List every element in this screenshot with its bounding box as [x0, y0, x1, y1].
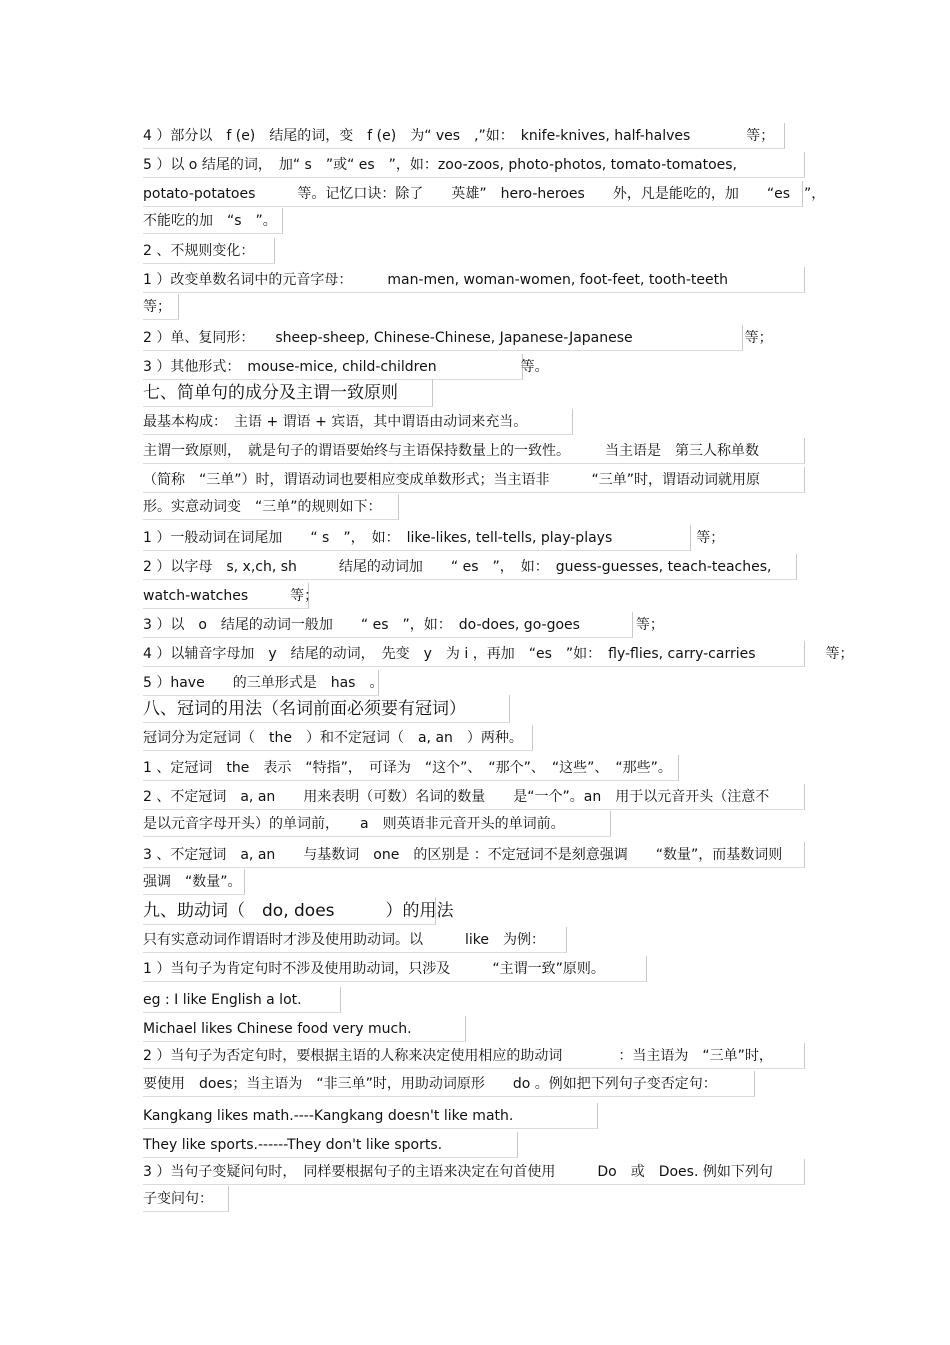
text-line: eg : I like English a lot. [143, 987, 341, 1013]
text-line: Michael likes Chinese food very much. [143, 1016, 466, 1042]
text-line: 3 ）以 o 结尾的动词一般加 “ es ”，如： do-does, go-goes 等； [143, 612, 633, 638]
text-line: 3 、不定冠词 a, an 与基数词 one 的区别是 ：不定冠词不是刻意强调 “数量”，而基数词则 [143, 842, 805, 868]
text-line: 1 ）一般动词在词尾加 “ s ”， 如： like-likes, tell-tells, play-plays 等； [143, 525, 691, 551]
text-line: 4 ）部分以 f (e) 结尾的词，变 f (e) 为“ ves ,”如： knife-knives, half-halves 等； [143, 123, 785, 149]
text-line: 是以元音字母开头）的单词前， a 则英语非元音开头的单词前。 [143, 811, 611, 837]
text-line: （简称 “三单”）时，谓语动词也要相应变成单数形式；当主语非 “三单”时，谓语动词就用原 [143, 467, 805, 493]
text-line: 只有实意动词作谓语时才涉及使用助动词。以 like 为例： [143, 927, 567, 953]
text-line: 4 ）以辅音字母加 y 结尾的动词， 先变 y 为 i ，再加 “es ”如： fly-flies, carry-carries 等； [143, 641, 805, 667]
section-heading: 九、助动词（ do, does ）的用法 [143, 897, 436, 925]
text-line: 5 ）以 o 结尾的词， 加“ s ”或“ es ”，如：zoo-zoos, photo-photos, tomato-tomatoes, [143, 152, 805, 178]
text-line: 1 ）改变单数名词中的元音字母： man-men, woman-women, foot-feet, tooth-teeth [143, 267, 805, 293]
text-line: 冠词分为定冠词（ the ）和不定冠词（ a, an ）两种。 [143, 725, 533, 751]
text-line: 2 ）当句子为否定句时，要根据主语的人称来决定使用相应的助动词 ：当主语为 “三单”时， [143, 1043, 805, 1069]
section-heading: 七、简单句的成分及主谓一致原则 [143, 379, 433, 407]
text-line: 1 、定冠词 the 表示 “特指”， 可译为 “这个”、 “那个”、 “这些”、 “那些”。 [143, 755, 679, 781]
text-line: 不能吃的加 “s ”。 [143, 208, 283, 234]
text-line: 2 、不定冠词 a, an 用来表明（可数）名词的数量 是“一个”。an 用于以元音开头（注意不 [143, 784, 805, 810]
text-line: 等； [143, 294, 179, 320]
text-line: potato-potatoes 等。记忆口诀：除了 英雄” hero-heroes 外，凡是能吃的，加 “es ”， [143, 181, 803, 207]
text-line: watch-watches 等； [143, 583, 309, 609]
text-line: 主谓一致原则， 就是句子的谓语要始终与主语保持数量上的一致性。 当主语是 第三人称单数 [143, 438, 805, 464]
text-line: 3 ）其他形式： mouse-mice, child-children 等。 [143, 354, 523, 380]
text-line: Kangkang likes math.----Kangkang doesn't like math. [143, 1103, 598, 1129]
text-line: They like sports.------They don't like sports. [143, 1132, 518, 1158]
section-heading: 八、冠词的用法（名词前面必须要有冠词） [143, 695, 510, 723]
text-line: 要使用 does；当主语为 “非三单”时，用助动词原形 do 。例如把下列句子变否定句： [143, 1071, 755, 1097]
text-line: 2 ）单、复同形： sheep-sheep, Chinese-Chinese, Japanese-Japanese 等； [143, 325, 743, 351]
text-line: 形。实意动词变 “三单”的规则如下： [143, 494, 399, 520]
text-line: 强调 “数量”。 [143, 869, 245, 895]
text-line: 子变问句： [143, 1186, 229, 1212]
text-line: 2 、不规则变化： [143, 238, 275, 264]
text-line: 2 ）以字母 s, x,ch, sh 结尾的动词加 “ es ”， 如： guess-guesses, teach-teaches, [143, 554, 797, 580]
text-line: 最基本构成： 主语 + 谓语 + 宾语，其中谓语由动词来充当。 [143, 409, 573, 435]
text-line: 5 ）have 的三单形式是 has 。 [143, 670, 379, 696]
text-line: 3 ）当句子变疑问句时， 同样要根据句子的主语来决定在句首使用 Do 或 Does. 例如下列句 [143, 1159, 805, 1185]
text-line: 1 ）当句子为肯定句时不涉及使用助动词，只涉及 “主谓一致”原则。 [143, 956, 647, 982]
